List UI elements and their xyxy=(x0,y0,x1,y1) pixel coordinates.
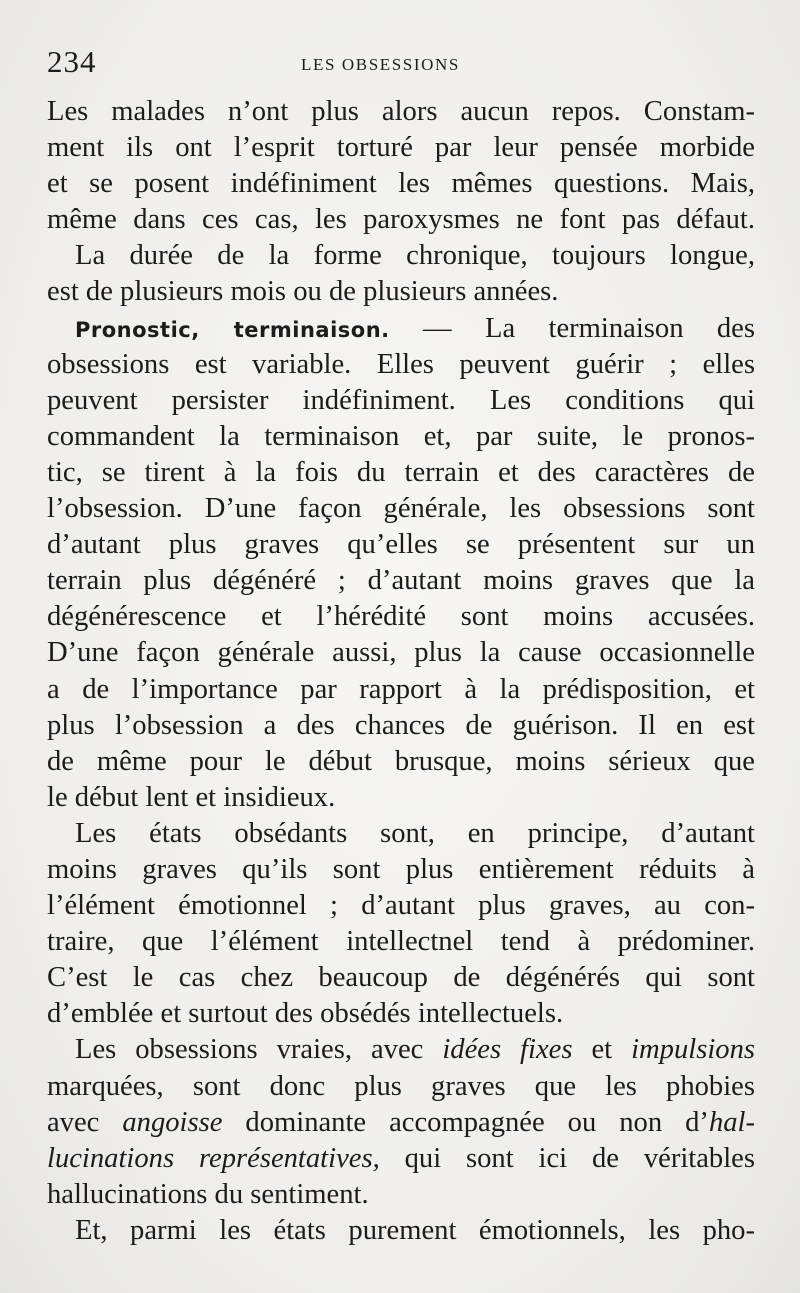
section-heading: Pronostic, terminaison. xyxy=(75,317,390,342)
text-line: Et, parmi les états purement émotionnels, les pho- xyxy=(75,1214,755,1246)
text-line: hallucinations du sentiment. xyxy=(47,1178,369,1210)
italic-term: lucinations représentatives, xyxy=(47,1142,380,1174)
text-line: l’élément émotionnel ; d’autant plus graves, au con- xyxy=(47,890,755,922)
text-line: moins graves qu’ils sont plus entièrement réduits à xyxy=(47,853,755,885)
text-line: peuvent persister indéfiniment. Les conditions qui xyxy=(47,384,755,416)
text-line: terrain plus dégénéré ; d’autant moins graves que la xyxy=(47,565,755,597)
text-line: marquées, sont donc plus graves que les phobies xyxy=(47,1070,755,1102)
section-heading-rest: — La terminaison des xyxy=(389,312,755,344)
text-line: tic, se tirent à la fois du terrain et des caractères de xyxy=(47,456,755,488)
text-line: traire, que l’élément intellectnel tend à prédominer. xyxy=(47,926,755,958)
text-line: Les malades n’ont plus alors aucun repos. Constam- xyxy=(47,96,755,127)
text-line-italic-terms xyxy=(47,1141,755,1177)
text-line: d’emblée et surtout des obsédés intellectuels. xyxy=(47,998,564,1030)
text-line: même dans ces cas, les paroxysmes ne font pas défaut. xyxy=(47,204,755,236)
text-line: dégénérescence et l’hérédité sont moins accusées. xyxy=(47,601,755,633)
italic-term: angoisse xyxy=(122,1106,223,1138)
text-line: commandent la terminaison et, par suite, le pronos- xyxy=(47,420,755,452)
text-line: d’autant plus graves qu’elles se présentent sur un xyxy=(47,529,755,561)
text-line: Les états obsédants sont, en principe, d’autant xyxy=(75,817,755,849)
text-line: La durée de la forme chronique, toujours longue, xyxy=(75,240,755,272)
section-heading-line xyxy=(47,311,755,347)
text-line: D’une façon générale aussi, plus la cause occasionnelle xyxy=(47,637,755,669)
text-run: Les obsessions vraies, avec xyxy=(75,1034,443,1066)
body-text xyxy=(47,94,755,1249)
text-line: est de plusieurs mois ou de plusieurs années. xyxy=(47,276,559,308)
italic-term: idées fixes xyxy=(442,1034,573,1066)
page-header xyxy=(47,44,755,84)
italic-term: impulsions xyxy=(631,1034,755,1066)
text-run: avec xyxy=(47,1106,123,1138)
text-line: plus l’obsession a des chances de guérison. Il en est xyxy=(47,709,755,741)
text-line-italic-terms xyxy=(47,1105,755,1141)
running-title: LES OBSESSIONS xyxy=(301,55,460,74)
text-line: obsessions est variable. Elles peuvent guérir ; elles xyxy=(47,348,755,380)
text-line: l’obsession. D’une façon générale, les obsessions sont xyxy=(47,493,755,525)
italic-term: hal- xyxy=(708,1106,755,1138)
text-line: le début lent et insidieux. xyxy=(47,781,336,813)
text-line: ment ils ont l’esprit torturé par leur pensée morbide xyxy=(47,132,755,164)
text-line: a de l’importance par rapport à la prédisposition, et xyxy=(47,673,755,705)
text-line: de même pour le début brusque, moins sérieux que xyxy=(47,745,755,777)
text-run: qui sont ici de véritables xyxy=(379,1142,755,1174)
text-run: et xyxy=(572,1034,632,1066)
text-run: dominante accompagnée ou non d’ xyxy=(222,1106,709,1138)
text-line: et se posent indéfiniment les mêmes questions. Mais, xyxy=(47,168,755,200)
page-number: 234 xyxy=(47,44,97,79)
text-line-italic-terms xyxy=(47,1032,755,1068)
text-line: C’est le cas chez beaucoup de dégénérés qui sont xyxy=(47,962,755,994)
